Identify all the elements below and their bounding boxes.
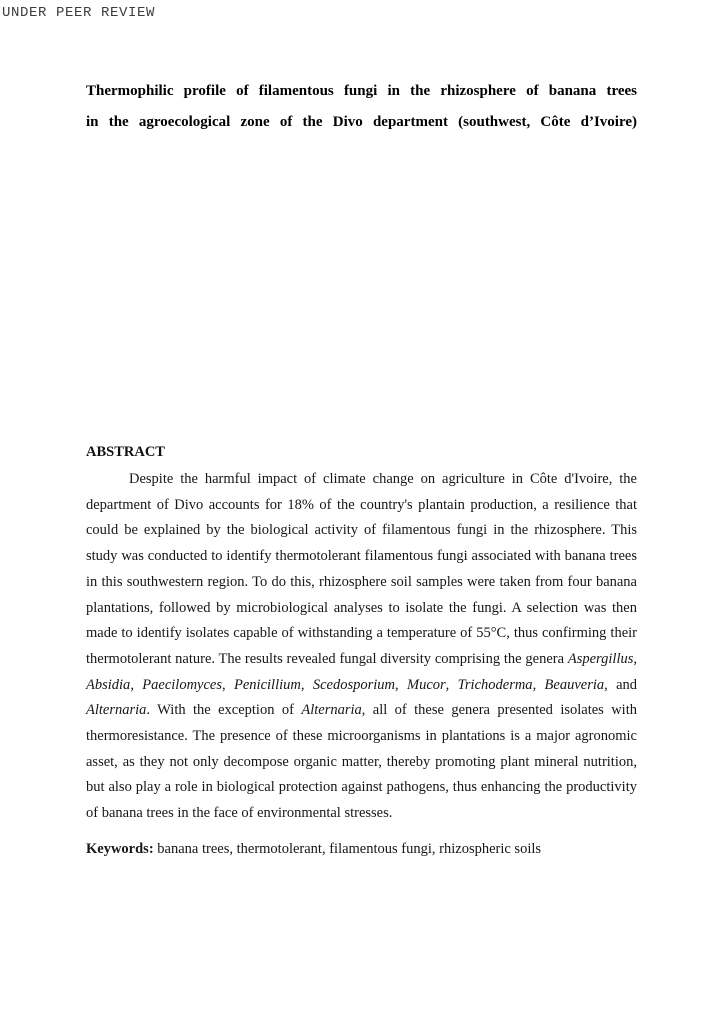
abstract-heading: ABSTRACT [86, 444, 165, 460]
page-content [86, 0, 637, 862]
paper-title-line-2: in the agroecological zone of the Divo department (southwest, Côte d’Ivoire) [86, 114, 637, 130]
keywords-line: Keywords: banana trees, thermotolerant, filamentous fungi, rhizospheric soils [86, 840, 542, 857]
abstract-paragraph: Despite the harmful impact of climate change on agriculture in Côte d'Ivoire, the department of Divo accounts for 18% of the country's plantain production, a resilience that could be explained by the biological activity of filamentous fungi in the rhizosphere. This study was conducted to identify thermotolerant filamentous fungi associated with banana trees in this southwestern region. To do this, rhizosphere soil samples were taken from four banana plantations, followed by microbiological analyses to isolate the fungi. A selection was then made to identify isolates capable of withstanding a temperature of 55°C, thus confirming their thermotolerant nature. The results revealed fungal diversity comprising the genera Aspergillus, Absidia, Paecilomyces, Penicillium, Scedosporium, Mucor, Trichoderma, Beauveria, and Alternaria. With the exception of Alternaria, all of these genera presented isolates with thermoresistance. The presence of these microorganisms in plantations is a major agronomic asset, as they not only decompose organic matter, thereby promoting plant mineral nutrition, but also play a role in biological protection against pathogens, thus enhancing the productivity of banana trees in the face of environmental stresses. [86, 471, 638, 822]
peer-review-banner: UNDER PEER REVIEW [2, 5, 156, 21]
paper-title-line-1: Thermophilic profile of filamentous fungi in the rhizosphere of banana trees [86, 83, 637, 99]
paper-title [86, 76, 637, 138]
